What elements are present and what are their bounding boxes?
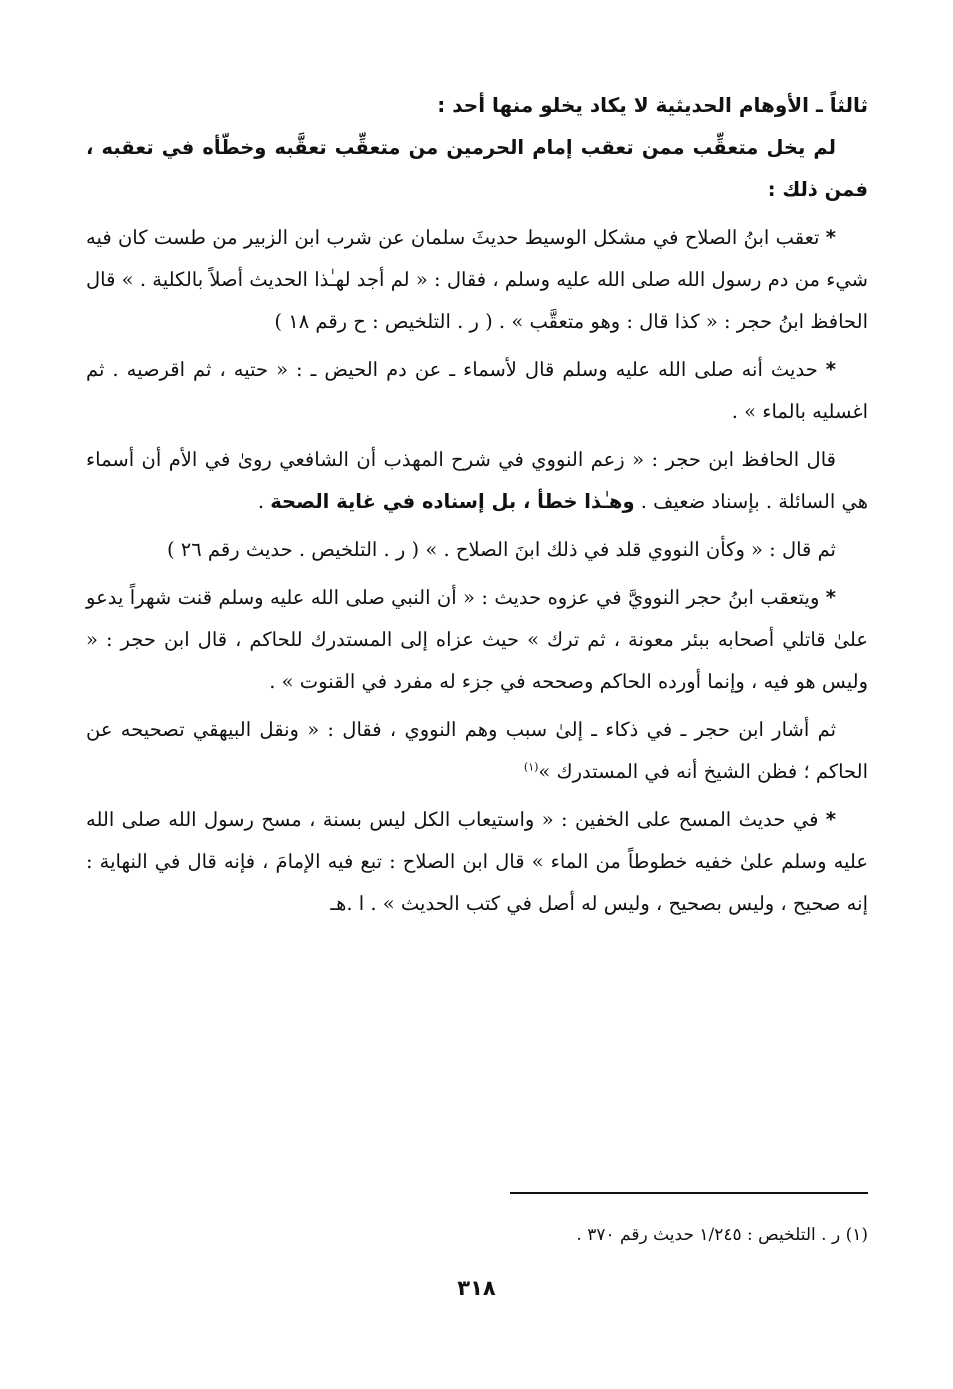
section-heading: ثالثاً ـ الأوهام الحديثية لا يكاد يخلو منها أحد : [437,93,868,117]
paragraph-qunut-hadith [86,577,868,703]
footnote: (١) ر . التلخيص : ١/٢٤٥ حديث رقم ٣٧٠ . [576,1225,868,1245]
paragraph-text: في حديث المسح على الخفين : « واستيعاب الكل ليس بسنة ، مسح رسول الله صلى الله عليه وسلم علىٰ خفيه خطوطاً من الماء » قال ابن الصلاح : تبع فيه الإمامَ ، فإنه قال في النهاية : إنه صحيح ، وليس بصحيح ، وليس له أصل في كتب الحديث » . ا .هـ [86,808,868,915]
paragraph-then-said: ثم قال : « وكأن النووي قلد في ذلك ابنَ الصلاح . » ( ر . التلخيص . حديث رقم ٢٦ ) [166,538,836,561]
paragraph-text: تعقب ابنُ الصلاح في مشكل الوسيط حديثَ سلمان عن شرب ابن الزبير من طست كان فيه شيء من دم رسول الله صلى الله عليه وسلم ، فقال : « لم أجد لهـٰذا الحديث أصلاً بالكلية . » قال الحافظ ابنُ حجر : « كذا قال : وهو متعقَّب » . ( ر . التلخيص : ح رقم ١٨ ) [86,226,868,333]
page-number: ٣١٨ [457,1276,496,1300]
footnote-divider [510,1192,868,1194]
paragraph-ibn-hajar-quote [86,439,868,523]
paragraph-intro: لم يخل متعقِّب ممن تعقب إمام الحرمين من متعقِّب تعقَّبه وخطّأه في تعقبه ، فمن ذلك : [86,136,868,201]
paragraph-nawawi-error [86,709,868,793]
emphasized-text: وهـٰذا خطأ ، بل إسناده في غاية الصحة [270,490,635,513]
bullet-star: * [825,358,836,381]
paragraph-khuffayn-hadith [86,799,868,925]
paragraph-tasht-hadith [86,217,868,343]
paragraph-text: . [257,490,271,513]
page-body [86,85,868,931]
paragraph-text: ثم أشار ابن حجر ـ في ذكاء ـ إلىٰ سبب وهم النووي ، فقال : « ونقل البيهقي تصحيحه عن الحاكم ؛ فظن الشيخ أنه في المستدرك » [86,718,868,783]
paragraph-text: قال الحافظ ابن حجر : « زعم النووي في شرح المهذب أن الشافعي روىٰ في الأم أن أسماء هي السائلة . بإسناد ضعيف . [86,448,868,513]
paragraph-text: حديث أنه صلى الله عليه وسلم قال لأسماء ـ عن دم الحيض ـ : « حتيه ، ثم اقرصيه . ثم اغسليه بالماء » . [86,358,868,423]
footnote-ref: (١) [523,760,539,774]
paragraph-asma-hadith [86,349,868,433]
paragraph-text: ويتعقب ابنُ حجر النوويَّ في عزوه حديث : « أن النبي صلى الله عليه وسلم قنت شهراً يدعو علىٰ قاتلي أصحابه ببئر معونة ، ثم ترك » حيث عزاه إلى المستدرك للحاكم ، قال ابن حجر : « وليس هو فيه ، وإنما أورده الحاكم وصححه في جزء له مفرد في القنوت » . [86,586,868,693]
bullet-star: * [825,586,836,609]
bullet-star: * [825,808,836,831]
bullet-star: * [825,226,836,249]
